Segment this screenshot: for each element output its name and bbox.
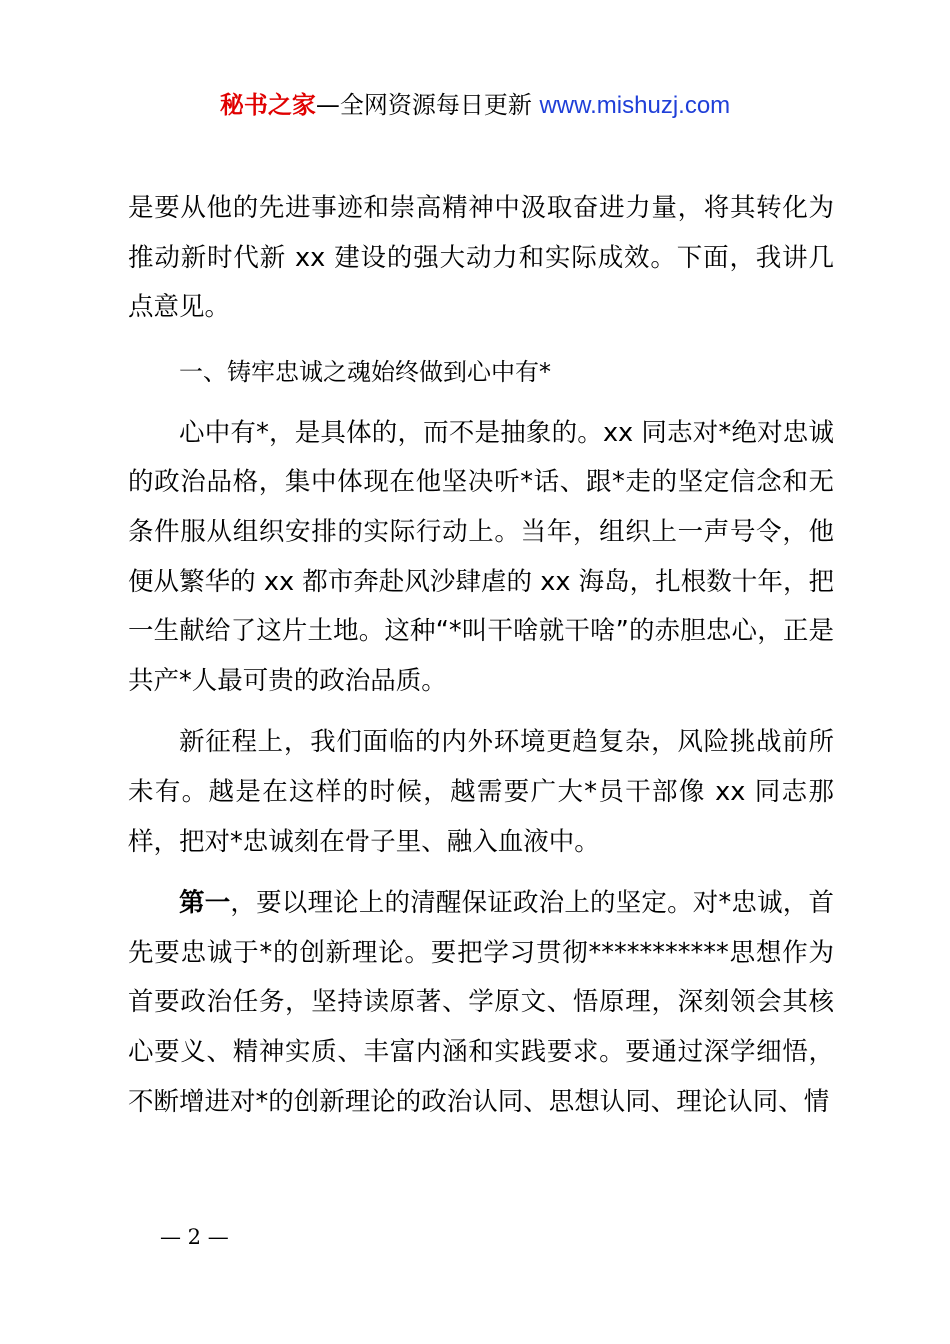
paragraph-new-journey: 新征程上，我们面临的内外环境更趋复杂，风险挑战前所未有。越是在这样的时候，越需要广大*员干部像 xx 同志那样，把对*忠诚刻在骨子里、融入血液中。 <box>128 727 834 857</box>
document-body <box>128 184 834 1127</box>
site-url-link[interactable]: www.mishuzj.com <box>539 92 731 119</box>
paragraph-loyalty: 心中有*，是具体的，而不是抽象的。xx 同志对*绝对忠诚的政治品格，集中体现在他坚决听*话、跟*走的坚定信念和无条件服从组织安排的实际行动上。当年，组织上一声号令，他便从繁华的 xx 都市奔赴风沙肆虐的 xx 海岛，扎根数十年，把一生献给了这片土地。这种“*叫干啥就干啥”的赤胆忠心，正是共产*人最可贵的政治品质。 <box>128 417 834 696</box>
site-banner <box>0 88 950 123</box>
brand-name: 秘书之家 <box>219 91 316 119</box>
first-point-lead: 第一 <box>179 888 231 919</box>
paragraph-continuation: 是要从他的先进事迹和崇高精神中汲取奋进力量，将其转化为推动新时代新 xx 建设的强大动力和实际成效。下面，我讲几点意见。 <box>128 193 834 323</box>
banner-tagline: —全网资源每日更新 <box>315 91 532 119</box>
paragraph-first-point <box>128 879 834 1127</box>
first-point-text: ，要以理论上的清醒保证政治上的坚定。对*忠诚，首先要忠诚于*的创新理论。要把学习贯彻***********思想作为首要政治任务，坚持读原著、学原文、悟原理，深刻领会其核心要义、精神实质、丰富内涵和实践要求。要通过深学细悟，不断增进对*的创新理论的政治认同、思想认同、理论认同、情 <box>128 888 834 1117</box>
section-heading: 一、铸牢忠诚之魂始终做到心中有* <box>179 357 551 386</box>
page-number: — 2 — <box>160 1225 229 1249</box>
